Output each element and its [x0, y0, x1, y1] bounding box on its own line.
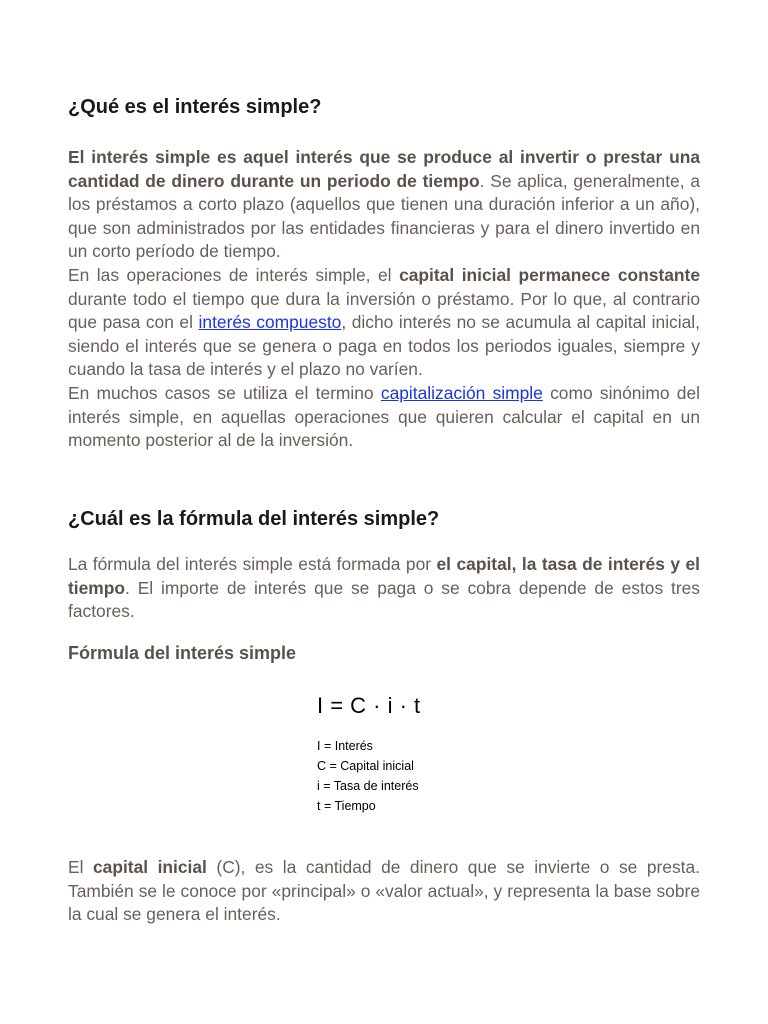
- legend-item: I = Interés: [317, 739, 373, 753]
- paragraph-definition: [68, 146, 700, 264]
- heading-formula: ¿Cuál es la fórmula del interés simple?: [68, 508, 440, 530]
- capital-constant-bold: capital inicial permanece constante: [399, 264, 701, 285]
- legend-item: t = Tiempo: [317, 799, 376, 813]
- paragraph-formula-components: [68, 553, 700, 624]
- text-span: como sinónimo del interés simple, en aquellas operaciones que quieren calcular el capital en un momento posterior al de la inversión.: [68, 382, 700, 451]
- formula-legend: [317, 736, 517, 816]
- heading-what-is-simple-interest: ¿Qué es el interés simple?: [68, 96, 322, 118]
- section-formula-intro: [68, 553, 700, 624]
- text-span: , dicho interés no se acumula al capital inicial, siendo el interés que se genera o paga en todos los periodos iguales, siempre y cuando la tasa de interés y el plazo no varíen.: [68, 312, 700, 380]
- section-capital-inicial: [68, 856, 700, 927]
- formula-image: [317, 692, 517, 816]
- text-span: . El importe de interés que se paga o se cobra depende de estos tres factores.: [68, 577, 700, 622]
- text-span: durante todo el tiempo que dura la inversión o préstamo. Por lo que, al contrario que pasa con el: [68, 288, 700, 333]
- text-span: El: [68, 857, 93, 877]
- paragraph-capital-inicial: [68, 856, 700, 927]
- text-span: La fórmula del interés simple está formada por: [68, 554, 437, 574]
- capital-inicial-bold: capital inicial: [92, 857, 207, 877]
- link-compound-interest[interactable]: interés compuesto: [198, 312, 342, 333]
- paragraph-capital-constant: [68, 264, 700, 382]
- text-span: En las operaciones de interés simple, el: [68, 264, 400, 285]
- legend-item: i = Tasa de interés: [317, 779, 419, 793]
- text-span: (C), es la cantidad de dinero que se invierte o se presta. También se le conoce por «principal» o «valor actual», y representa la base sobre la cual se genera el interés.: [68, 857, 701, 925]
- text-span: En muchos casos se utiliza el termino: [68, 382, 381, 403]
- link-simple-capitalization[interactable]: capitalización simple: [380, 382, 543, 403]
- definition-rest: . Se aplica, generalmente, a los préstamos a corto plazo (aquellos que tienen una duración inferior a un año), que son administrados por las entidades financieras y para el dinero invertido en un corto período de tiempo.: [68, 170, 700, 262]
- definition-bold: El interés simple es aquel interés que se produce al invertir o prestar una cantidad de dinero durante un periodo de tiempo: [68, 147, 700, 191]
- components-bold: el capital, la tasa de interés y el tiempo: [68, 554, 701, 598]
- legend-item: C = Capital inicial: [317, 759, 414, 773]
- section-what-is-body: [68, 146, 700, 453]
- paragraph-simple-capitalization: [68, 382, 700, 453]
- subheading-formula: Fórmula del interés simple: [68, 643, 297, 663]
- formula-expression: I = C · i · t: [317, 693, 421, 718]
